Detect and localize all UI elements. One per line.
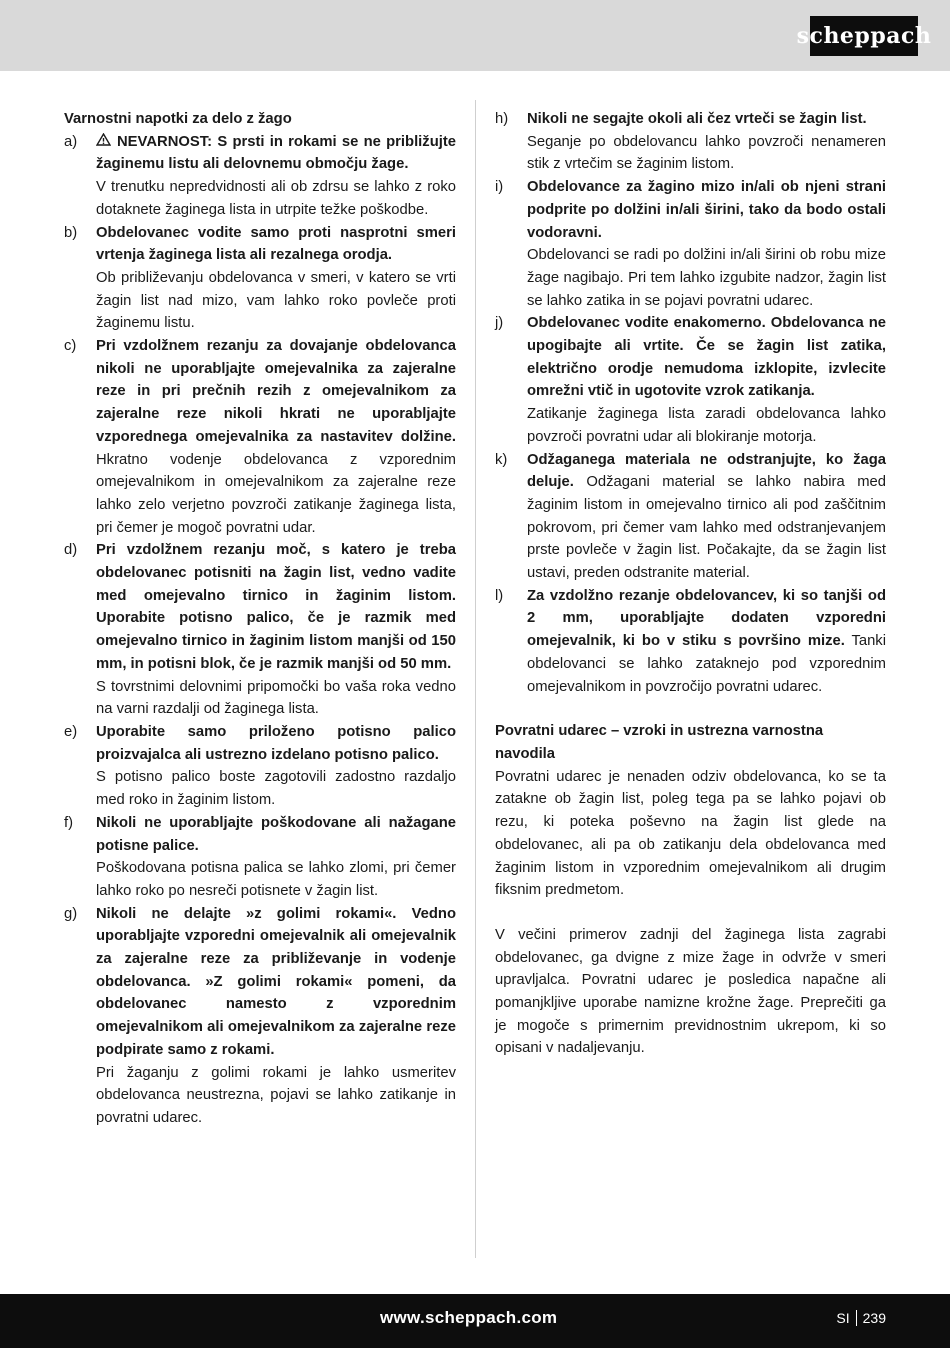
item-bold-text: Pri vzdolžnem rezanju moč, s katero je treba obdelovanec potisniti na žagin list, vedno vadite med omejevalno tirnico in žaginim listom. Uporabite potisno palico, če je razmik med omejevalno tirnico in žaginim listom manjši od 150 mm, in potisni blok, če je razmik manjši od 50 mm.: [96, 542, 456, 672]
list-item-d: [64, 539, 456, 721]
item-text: V trenutku nepredvidnosti ali ob zdrsu se lahko z roko dotaknete žaginega lista in utrpite težke poškodbe.: [96, 179, 456, 218]
list-item-a: [64, 131, 456, 222]
right-column: [495, 108, 886, 1060]
item-bold-text: Uporabite samo priloženo potisno palico proizvajalca ali ustrezno izdelano potisno palico.: [96, 723, 456, 763]
item-label: a): [64, 133, 78, 150]
column-divider: [475, 100, 476, 1258]
list-item-j: [495, 312, 886, 448]
list-item-c: [64, 335, 456, 539]
website-link[interactable]: www.scheppach.com: [380, 1308, 558, 1327]
list-item-i: [495, 176, 886, 312]
list-item-e: [64, 721, 456, 812]
item-text: Odžagani material se lahko nabira med žaginim listom in omejevalno tirnico ali pod zaščitnim pokrovom, pri čemer vam lahko med odstranjevanjem prste povleče v žagin list. Počakajte, da se žagin list ustavi, preden odstranite material.: [527, 474, 886, 582]
item-text: Zatikanje žaginega lista zaradi obdelovanca lahko povzroči povratni udar ali blokiranje motorja.: [527, 406, 886, 445]
warning-triangle-icon: [96, 131, 111, 154]
page-footer: [0, 1294, 950, 1348]
item-bold-text: Pri vzdolžnem rezanju za dovajanje obdelovanca nikoli ne uporabljajte omejevalnika za zajeralne reze in pri prečnih rezih z omejevalnikom za zajeralne reze nikoli hkrati ne uporabljajte vzporednega omejevalnika za nastavitev dolžine.: [96, 338, 456, 445]
item-paragraph: [527, 449, 886, 585]
item-bold-text: Odžaganega materiala ne odstranjujte, ko žaga deluje.: [527, 451, 886, 491]
item-bold-text: Nikoli ne delajte »z golimi rokami«. Vedno uporabljajte vzporedni omejevalnik ali omejevalnik za zajeralne reze za približevanje in vodenje obdelovanca. »Z golimi rokami« pomeni, da obdelovanec namesto z vzporednim omejevalnikom ali omejevalnikom za zajeralne reze podpirate samo z rokami.: [96, 905, 456, 1058]
item-text: Pri žaganju z golimi rokami je lahko usmeritev obdelovanca neustrezna, pojavi se lahko zatikanje in povratni udarec.: [96, 1064, 456, 1126]
item-label: l): [495, 587, 504, 604]
item-text: Poškodovana potisna palica se lahko zlomi, pri čemer lahko roko po nesreči potisnete v žagin list.: [96, 860, 456, 899]
list-item-l: [495, 585, 886, 699]
item-label: c): [64, 338, 77, 355]
section-heading: Varnostni napotki za delo z žago: [64, 111, 292, 127]
item-bold-text: Obdelovanec vodite samo proti nasprotni smeri vrtenja žaginega lista ali rezalnega orodja.: [96, 224, 456, 264]
page-number: 239: [862, 1310, 886, 1326]
item-bold-text: Nikoli ne segajte okoli ali čez vrteči se žagin list.: [527, 111, 867, 127]
item-label: j): [495, 315, 504, 332]
item-label: i): [495, 179, 504, 196]
list-item-k: [495, 449, 886, 585]
list-item-b: [64, 222, 456, 336]
item-bold-text: Obdelovanec vodite enakomerno. Obdelovanca ne upogibajte ali vrtite. Če se žagin list zatika, električno orodje nemudoma izklopite, izvlecite omrežni vtič in ugotovite vzrok zatikanja.: [527, 315, 886, 400]
kickback-paragraph-2: V večini primerov zadnji del žaginega lista zagrabi obdelovanec, ga dvigne z mize žage in odvrže v smeri upravljalca. Povratni udarec je posledica napačne ali pomanjkljive uporabe namizne krožne žage. Preprečiti ga je mogoče s primernim previdnostnim ukrepom, ki so opisani v nadaljevanju.: [495, 926, 886, 1057]
item-label: g): [64, 905, 78, 922]
item-bold-text: NEVARNOST: S prsti in rokami se ne približujte žaginemu listu ali delovnemu območju žage.: [96, 133, 456, 173]
item-text: Hkratno vodenje obdelovanca z vzporednim omejevalnikom in omejevalnikom za zajeralne reze lahko zelo verjetno povzroči zatikanje žaginega lista, pri čemer je mogoč povratni udar.: [96, 451, 456, 536]
kickback-heading: Povratni udarec – vzroki in ustrezna varnostna navodila: [495, 723, 824, 762]
separator: [856, 1310, 857, 1326]
list-item-g: [64, 903, 456, 1130]
item-text: S potisno palico boste zagotovili zadostno razdaljo med roko in žaginim listom.: [96, 769, 456, 809]
item-bold-text: Za vzdolžno rezanje obdelovancev, ki so tanjši od 2 mm, uporabljajte dodaten vzporedni omejevalnik, ki bo v stiku s površino mize.: [527, 587, 886, 650]
language-code: SI: [836, 1310, 850, 1326]
item-label: k): [495, 451, 508, 468]
item-paragraph: [96, 335, 456, 539]
item-paragraph: [527, 585, 886, 699]
item-label: e): [64, 723, 78, 740]
left-column: [64, 108, 456, 1130]
item-bold-text: Obdelovance za žagino mizo in/ali ob njeni strani podprite po dolžini in/ali širini, tako da bodo ostali vodoravni.: [527, 179, 886, 241]
page-info: [836, 1310, 886, 1326]
item-bold-text: Nikoli ne uporabljajte poškodovane ali nažagane potisne palice.: [96, 814, 456, 854]
item-label: b): [64, 224, 78, 241]
item-text: Obdelovanci se radi po dolžini in/ali širini ob robu mize žage nagibajo. Pri tem lahko izgubite nadzor, žagin list se lahko zatika in se pojavi povratni udarec.: [527, 247, 886, 309]
item-warning: [96, 131, 456, 176]
item-text: Tanki obdelovanci se lahko zataknejo pod vzporednim omejevalnikom in povzročijo povratni udarec.: [527, 633, 886, 695]
item-label: f): [64, 814, 74, 831]
item-text: S tovrstnimi delovnimi pripomočki bo vaša roka vedno na varni razdalji od žaginega lista.: [96, 678, 456, 718]
list-item-h: [495, 108, 886, 176]
item-label: d): [64, 542, 78, 559]
item-label: h): [495, 111, 509, 127]
page-header: [0, 0, 950, 71]
item-text: Ob približevanju obdelovanca v smeri, v katero se vrti žagin list nad mizo, vam lahko roko povleče proti žaginemu listu.: [96, 269, 456, 332]
item-text: Seganje po obdelovancu lahko povzroči nenameren stik z vrtečim se žaginim listom.: [527, 133, 886, 173]
brand-logo: scheppach: [810, 16, 918, 56]
list-item-f: [64, 812, 456, 903]
kickback-paragraph-1: Povratni udarec je nenaden odziv obdelovanca, ko se ta zatakne ob žagin list, poleg tega pa se lahko pojavi ob rezu, ki poteka poševno na žagin list glede na obdelovanec, ali pa ob zatikanju dela obdelovanca med žaginim listom in vzporednim omejevalnikom ali drugim fiksnim predmetom.: [495, 768, 886, 899]
